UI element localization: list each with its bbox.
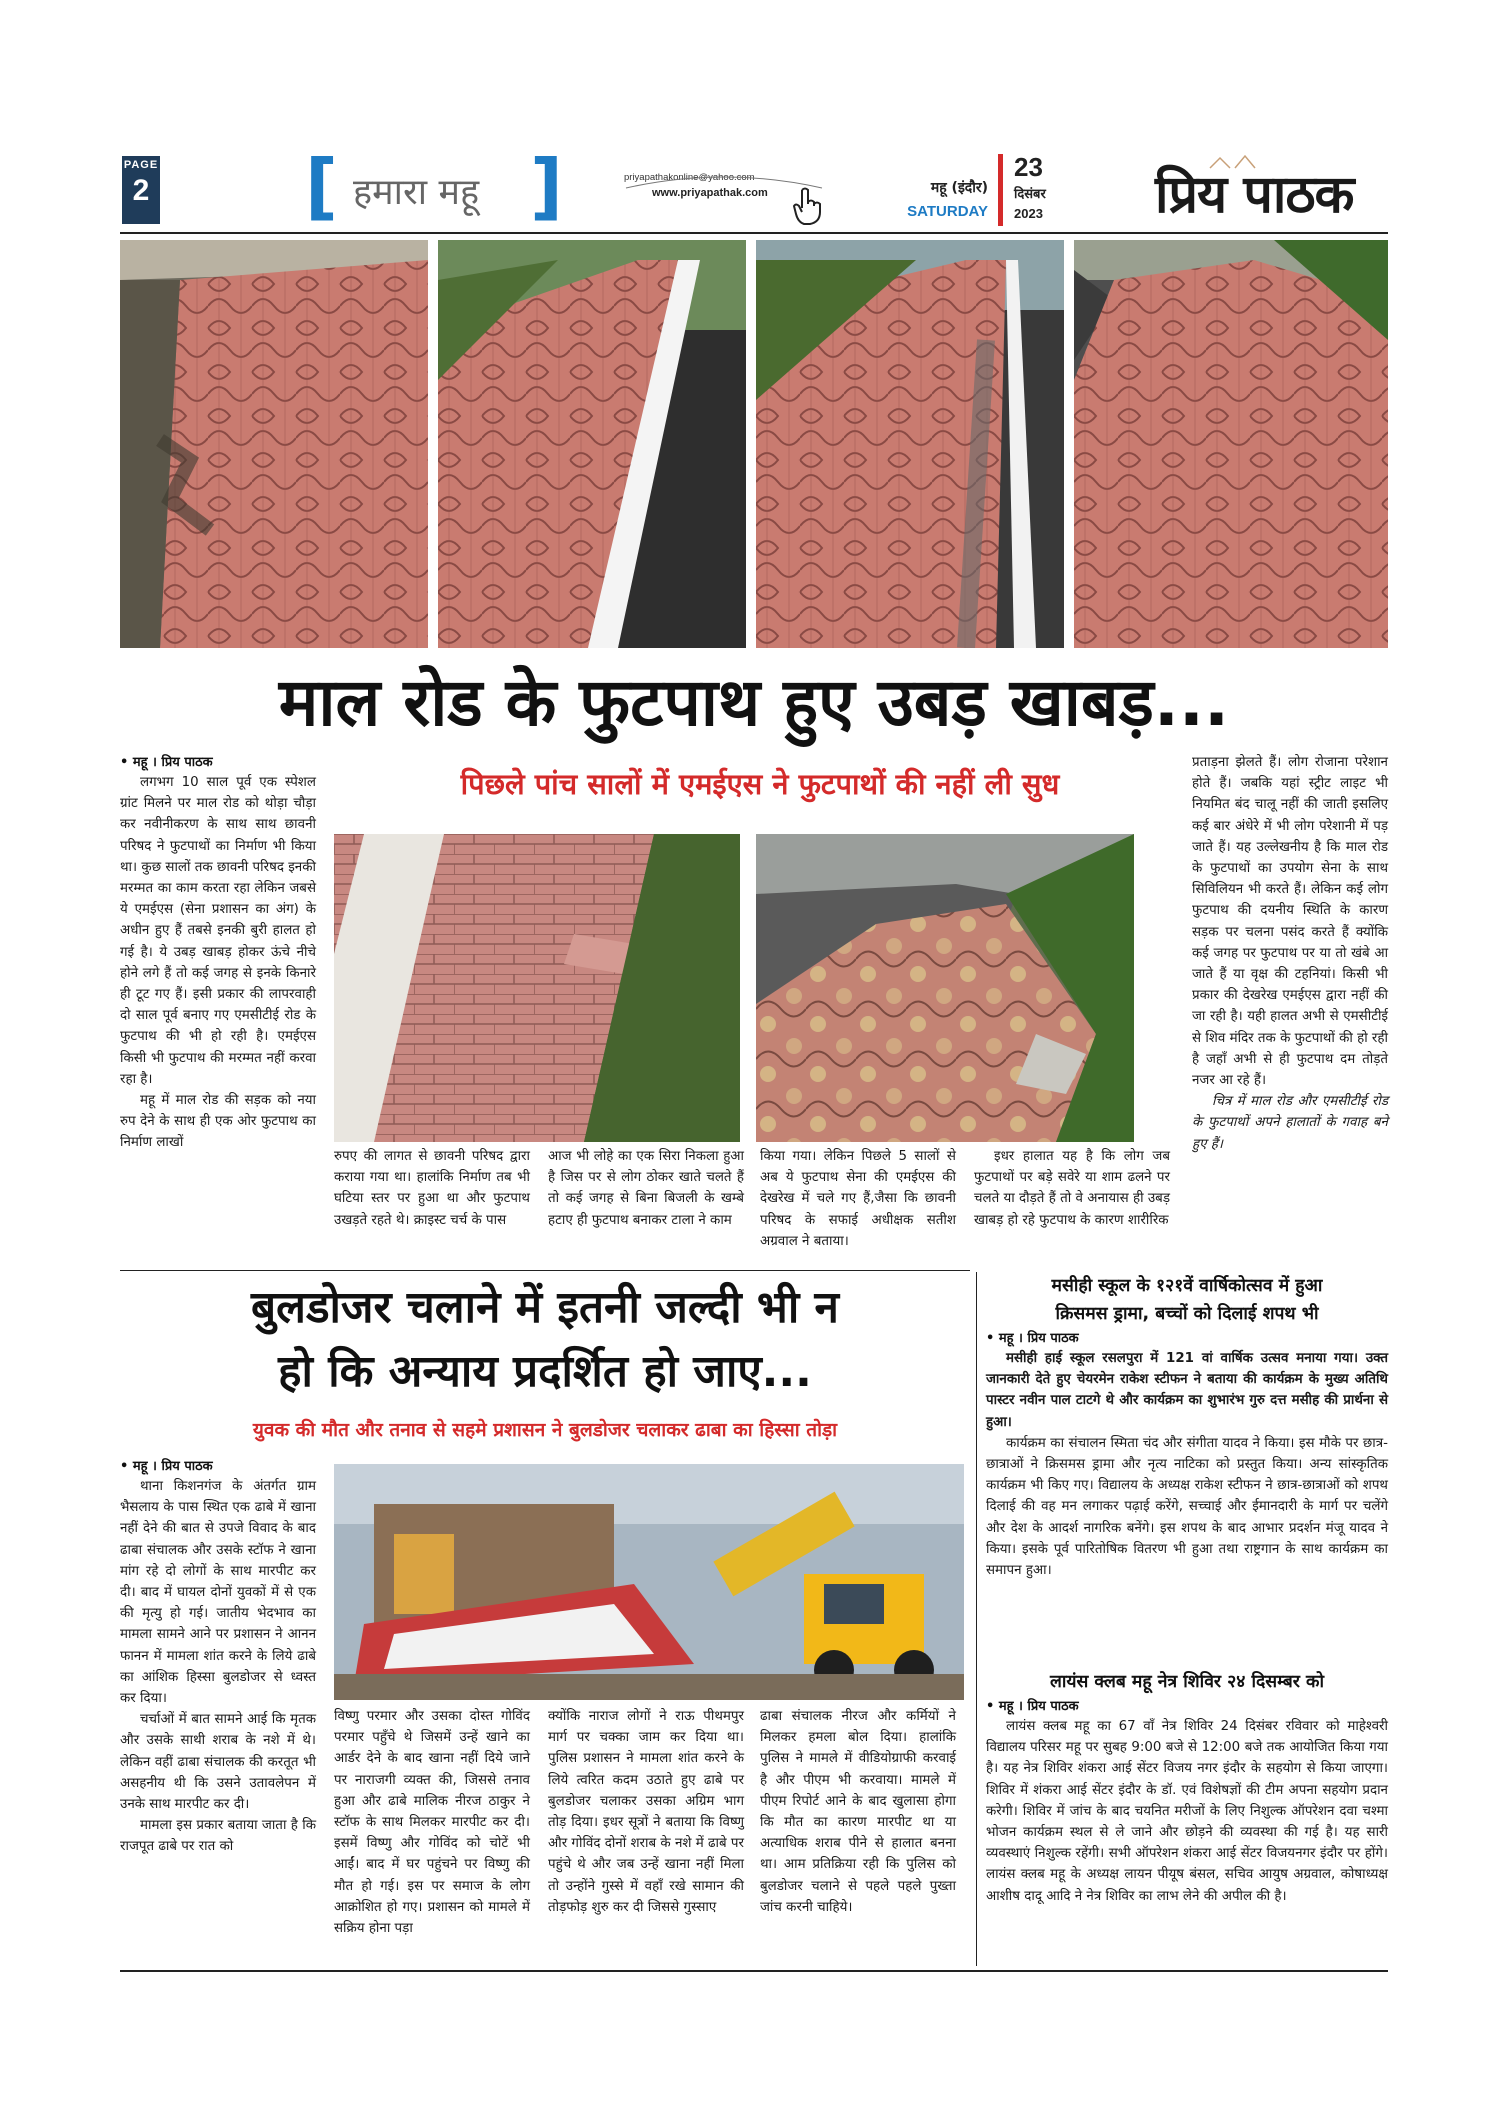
photo-footpath-mixed [756, 834, 1134, 1142]
story1-col1-text: लगभग 10 साल पूर्व एक स्पेशल ग्रांट मिलने पर माल रोड को थोड़ा चौड़ा कर नवीनीकरण के साथ साथ छावनी परिषद ने फुटपाथों का निर्माण भी किया था। कुछ सालों तक छावनी परिषद इनकी मरम्मत का काम करता रहा लेकिन जबसे ये एमईएस (सेना प्रशासन का अंग) के अधीन हुए हैं तबसे इनकी बुरी हालत हो गई है। ये उबड़ खाबड़ होकर ऊंचे नीचे होने लगे हैं तो कई जगह से इनके किनारे ही टूट गए हैं। इसी प्रकार की लापरवाही दो साल पूर्व बनाए गए एमसीटीई रोड के फुटपाथ की भी हो रही है। एमईएस किसी भी फुटपाथ की मरम्मत नहीं करवा रहा है। [120, 775, 316, 1087]
story1-col5-text: इधर हालात यह है कि लोग जब फुटपाथों पर बड़े सवेरे या शाम ढलने पर चलते या दौड़ते हैं तो वे अनायास ही उबड़ खाबड़ हो रहे फुटपाथ के कारण शारीरिक [974, 1149, 1170, 1228]
story2-headline [120, 1276, 970, 1404]
story4-headline: लायंस क्लब महू नेत्र शिविर २४ दिसम्बर को [1049, 1672, 1325, 1692]
hand-pointer-icon [792, 186, 826, 226]
story1-byline: • महू । प्रिय पाठक [120, 755, 213, 770]
story2-col2-text: विष्णु परमार और उसका दोस्त गोविंद परमार पहुँचे थे जिसमें उन्हें खाने का आर्डर देने के बाद खाना नहीं दिये जाने पर नाराजगी व्यक्त की, जिससे तनाव हुआ और ढाबे मालिक नीरज ठाकुर ने स्टॉफ के साथ मिलकर मारपीट कर दी। इसमें विष्णु और गोविंद को चोटें भी आईं। बाद में घर पहुंचने पर विष्णु की मौत हो गई। इस पर समाज के लोग आक्रोशित हो गए। प्रशासन को मामले में सक्रिय होना पड़ा [334, 1709, 530, 1937]
story2-headline-line2: हो कि अन्याय प्रदर्शित हो जाए... [278, 1346, 812, 1397]
page-number-box [122, 156, 160, 224]
page-label: PAGE [123, 159, 159, 171]
column-divider [976, 1272, 977, 1966]
section-title-block [305, 144, 565, 228]
story1-col2-text: रुपए की लागत से छावनी परिषद द्वारा कराया गया था। हालांकि निर्माण तब भी घटिया स्तर पर हुआ था और फुटपाथ उखड़ते रहते थे। क्राइस्ट चर्च के पास [334, 1149, 530, 1228]
story2-col1-text: थाना किशनगंज के अंतर्गत ग्राम भैसलाय के पास स्थित एक ढाबे में खाना नहीं देने की बात से उपजे विवाद के बाद ढाबा संचालक और उसके स्टॉफ ने खाना मांग रहे दो लोगों के साथ मारपीट कर दी। बाद में घायल दोनों युवकों में से एक की मृत्यु हो गई। जातीय भेदभाव का मामला सामने आने पर प्रशासन ने आनन फानन में मामला शांत करने के लिये ढाबे का आंशिक हिस्सा बुलडोजर से ध्वस्त कर दिया। [120, 1479, 316, 1707]
story2-headline-line1: बुलडोजर चलाने में इतनी जल्दी भी न [251, 1282, 839, 1333]
story1-col1 [120, 752, 316, 1154]
date-divider [998, 154, 1003, 226]
photo-footpath-4 [1074, 240, 1388, 648]
story3-headline-line2: क्रिसमस ड्रामा, बच्चों को दिलाई शपथ भी [1055, 1304, 1319, 1324]
story2-col1 [120, 1456, 316, 1858]
contact-swoosh [624, 170, 824, 190]
date-year: 2023 [1014, 206, 1043, 221]
contact-website[interactable]: www.priyapathak.com [652, 187, 768, 199]
story1-col6-text: प्रताड़ना झेलते हैं। लोग रोजाना परेशान होते हैं। जबकि यहां स्ट्रीट लाइट भी नियमित बंद चालू नहीं की जाती इसलिए कई बार अंधेरे में भी लोग परेशानी में पड़ जाते हैं। यह उल्लेखनीय है कि माल रोड के फुटपाथों का उपयोग सेना के साथ सिविलियन भी करते हैं। लेकिन कई लोग फुटपाथ की दयनीय स्थिति के कारण सड़क पर चलना पसंद करते हैं क्योंकि कई जगह पर फुटपाथ पर या तो खंबे आ जाते हैं या वृक्ष की टहनियां। किसी भी प्रकार की देखरेख एमईएस द्वारा नहीं की जा रही है। यही हालत अभी से एमसीटीई से शिव मंदिर तक के फुटपाथों की हो रही है जहाँ अभी से ही फुटपाथ दम तोड़ते नजर आ रहे हैं। [1192, 755, 1388, 1089]
contact-block [624, 172, 824, 220]
masthead-logo [1155, 160, 1385, 230]
masthead-ornament [1205, 154, 1265, 170]
masthead-title: प्रिय पाठक [1155, 165, 1354, 225]
photo-bulldozer [334, 1464, 964, 1700]
story1-col1b-text: महू में माल रोड की सड़क को नया रुप देने के साथ ही एक ओर फुटपाथ का निर्माण लाखों [120, 1093, 316, 1151]
story1-subheadline: पिछले पांच सालों में एमईएस ने फुटपाथों की नहीं ली सुध [460, 767, 1060, 801]
story1-caption: चित्र में माल रोड और एमसीटीई रोड के फुटपाथों अपने हालातों के गवाह बने हुए हैं। [1192, 1094, 1388, 1152]
story1-col4-text: किया गया। लेकिन पिछले 5 सालों से अब ये फुटपाथ सेना की एमईएस की देखरेख में चले गए हैं,जैसा कि छावनी परिषद के सफाई अधीक्षक सतीश अग्रवाल ने बताया। [760, 1149, 956, 1249]
story2-subheadline: युवक की मौत और तनाव से सहमे प्रशासन ने बुलडोजर चलाकर ढाबा का हिस्सा तोड़ा [252, 1419, 838, 1441]
story2-col3-text: क्योंकि नाराज लोगों ने राऊ पीथमपुर मार्ग पर चक्का जाम कर दिया था। पुलिस प्रशासन ने मामला शांत करने के लिये त्वरित कदम उठाते हुए ढाबे पर बुलडोजर चलाकर उसका अग्रिम भाग तोड़ दिया। इधर सूत्रों ने बताया कि विष्णु और गोविंद दोनों शराब के नशे में ढाबे पर पहुंचे थे और जब उन्हें खाना नहीं मिला तो उन्होंने गुस्से में वहाँ रखे सामान की तोड़फोड़ शुरु कर दी जिससे गुस्साए [548, 1709, 744, 1915]
story4-byline: • महू । प्रिय पाठक [986, 1699, 1079, 1714]
date-block [890, 150, 1080, 230]
story1-col3-text: आज भी लोहे का एक सिरा निकला हुआ है जिस पर से लोग ठोकर खाते चलते हैं तो कई जगह से बिना बिजली के खम्बे हटाए ही फुटपाथ बनाकर टाला ने काम [548, 1149, 744, 1228]
story3 [986, 1272, 1388, 1581]
story2-col4-text: ढाबा संचालक नीरज और कर्मियों ने मिलकर हमला बोल दिया। हालांकि पुलिस ने मामले में वीडियोग्राफी करवाई है और पीएम भी करवाया। मामले में पीएम रिपोर्ट आने के बाद खुलासा होगा कि मौत का कारण मारपीट था या अत्याधिक शराब पीने से हालात बनना था। आम प्रतिक्रिया रही कि पुलिस को बुलडोजर चलाने से पहले पहले पुख्ता जांच करनी चाहिये। [760, 1709, 956, 1915]
story2-col1c-text: मामला इस प्रकार बताया जाता है कि राजपूत ढाबे पर रात को [120, 1818, 316, 1855]
story4-body: लायंस क्लब महू का 67 वाँ नेत्र शिविर 24 दिसंबर रविवार को माहेश्वरी विद्यालय परिसर महू पर सुबह 9:00 बजे से 12:00 बजे तक आयोजित किया गया है। यह नेत्र शिविर शंकरा आई सेंटर विजय नगर इंदौर के सहयोग से किया जाएगा। शिविर में शंकरा आई सेंटर इंदौर के डॉ. एवं विशेषज्ञों की टीम अपना सहयोग प्रदान करेगी। शिविर में जांच के बाद चयनित मरीजों के लिए निशुल्क ऑपरेशन दवा चश्मा भोजन कार्यक्रम स्थल से ले जाने और छोड़ने की व्यवस्था की गई है। यह सारी व्यवस्थाएं निशुल्क रहेंगी। सभी ऑपरेशन शंकरा आई सेंटर विजयनगर इंदौर पर होंगे। लायंस क्लब महू के अध्यक्ष लायन पीयूष बंसल, सचिव आयुष अग्रवाल, कोषाध्यक्ष आशीष दादू आदि ने नेत्र शिविर का लाभ लेने की अपील की है। [986, 1719, 1388, 1904]
story1-divider [120, 1270, 970, 1271]
story2-col1b-text: चर्चाओं में बात सामने आई कि मृतक और उसके साथी शराब के नशे में थे। लेकिन वहीं ढाबा संचालक की करतूत भी असहनीय थी कि उसने उतावलेपन में उनके साथ मारपीट कर दी। [120, 1712, 316, 1813]
city-label: महू (इंदौर) [930, 180, 988, 196]
story1-headline: माल रोड के फुटपाथ हुए उबड़ खाबड़... [278, 664, 1230, 741]
bracket-right: ] [530, 144, 563, 228]
story3-headline-line1: मसीही स्कूल के १२१वें वार्षिकोत्सव में हुआ [1051, 1276, 1323, 1296]
section-title: हमारा महू [353, 172, 480, 213]
story1-col6 [1192, 752, 1388, 1155]
photo-footpath-3 [756, 240, 1064, 648]
day-label: SATURDAY [907, 203, 988, 220]
footer-rule [120, 1970, 1388, 1972]
date-month: दिसंबर [1014, 187, 1046, 202]
photo-footpath-1 [120, 240, 428, 648]
photo-footpath-brick [334, 834, 740, 1142]
date-number: 23 [1014, 152, 1043, 182]
contact-email[interactable]: priyapathakonline@yahoo.com [624, 172, 755, 183]
story3-lead: मसीही हाई स्कूल रसलपुरा में 121 वां वार्षिक उत्सव मनाया गया। उक्त जानकारी देते हुए चेयरमेन राकेश स्टीफन ने बताया की कार्यक्रम के मुख्य अतिथि पास्टर नवीन पाल टाटगे थे और कार्यक्रम का शुभारंभ गुरु दत्त मसीह की प्रार्थना से हुआ। [986, 1351, 1388, 1430]
page-number: 2 [132, 174, 150, 207]
header-rule [120, 232, 1388, 234]
story3-body: कार्यक्रम का संचालन स्मिता चंद और संगीता यादव ने किया। इस मौके पर छात्र-छात्राओं ने क्रिसमस ड्रामा और नृत्य नाटिका को प्रस्तुत किया। अन्य सांस्कृतिक कार्यक्रम भी किए गए। विद्यालय के अध्यक्ष राकेश स्टीफन ने छात्र-छात्राओं को शपथ दिलाई की वह मन लगाकर पढ़ाई करेंगे, सच्चाई और ईमानदारी के मार्ग पर चलेंगे और देश के आदर्श नागरिक बनेंगे। इस शपथ के बाद आभार प्रदर्शन मंजू यादव ने किया। इसके पूर्व पारितोषिक वितरण भी हुआ तथा राष्ट्रगान के साथ कार्यक्रम का समापन हुआ। [986, 1435, 1388, 1579]
story3-byline: • महू । प्रिय पाठक [986, 1331, 1079, 1346]
bracket-left: [ [305, 144, 338, 228]
story4 [986, 1668, 1388, 1907]
story2-byline: • महू । प्रिय पाठक [120, 1459, 213, 1474]
photo-footpath-2 [438, 240, 746, 648]
